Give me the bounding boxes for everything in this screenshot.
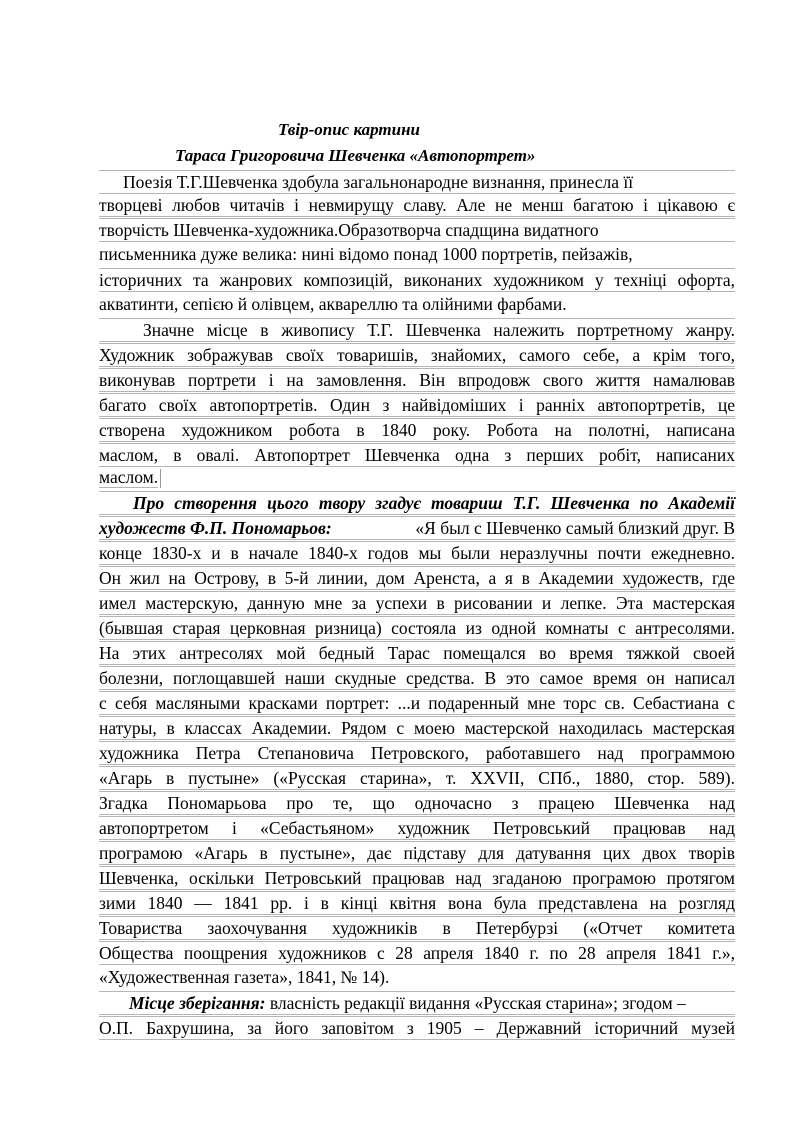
paragraph-4-line: О.П. Бахрушина, за його заповітом з 1905 – Державний історичний музей: [99, 1018, 735, 1038]
paragraph-2-line: маслом, в овалі. Автопортрет Шевченка одна з перших робіт, написаних: [99, 445, 735, 465]
paragraph-3-line: художеств Ф.П. Пономарьов: «Я был с Шевченко самый близкий друг. В: [99, 518, 735, 538]
paragraph-3-line: Про створення цього твору згадує товариш Т.Г. Шевченка по Академії: [99, 491, 735, 515]
paragraph-2-line: багато своїх автопортретів. Один з найвідоміших і ранніх автопортретів, це: [99, 395, 735, 415]
paragraph-3-line: Общества поощрения художников с 28 апреля 1840 г. по 28 апреля 1841 г.»,: [99, 943, 735, 963]
paragraph-2-line: Художник зображував своїх товаришів, знайомих, самого себе, а крім того,: [99, 345, 735, 365]
paragraph-3-line: Товариства заохочування художників в Петербурзі («Отчет комитета: [99, 918, 735, 938]
paragraph-2-line: створена художником робота в 1840 року. Робота на полотні, написана: [99, 420, 735, 440]
text-cursor: [160, 469, 161, 488]
paragraph-3-line: «Агарь в пустыне» («Русская старина», т. XXVII, СПб., 1880, стор. 589).: [99, 768, 735, 788]
paragraph-3-line: Згадка Пономарьова про те, що одночасно з працею Шевченка над: [99, 793, 735, 813]
paragraph-3-line: конце 1830-х и в начале 1840-х годов мы были неразлучны почти ежедневно.: [99, 543, 735, 563]
paragraph-1-line: творцеві любов читачів і невмирущу славу. Але не менш багатою і цікавою є: [99, 195, 735, 215]
paragraph-2-line: маслом.: [99, 466, 735, 488]
paragraph-1-line: акватинти, сепією й олівцем, аквареллю та олійними фарбами.: [99, 294, 567, 314]
paragraph-2-line: виконував портрети і на замовлення. Він впродовж свого життя намалював: [99, 370, 735, 390]
paragraph-1-line: творчість Шевченка-художника.Образотворча спадщина видатного: [99, 218, 735, 242]
paragraph-3-line: с себя масляными красками портрет: ...и подаренный мне торс св. Себастиана с: [99, 693, 735, 713]
paragraph-1-line: історичних та жанрових композицій, виконаних художником у техніці офорта,: [99, 270, 735, 290]
paragraph-3-line: болезни, поглощавшей наши скудные средства. В это самое время он написал: [99, 668, 735, 688]
paragraph-3-line: На этих антресолях мой бедный Тарас помещался во время тяжкой своей: [99, 643, 735, 663]
paragraph-3-line: имел мастерскую, данную мне за успехи в рисовании и лепке. Эта мастерская: [99, 593, 735, 613]
paragraph-3-line: художника Петра Степановича Петровского, работавшего над программою: [99, 743, 735, 763]
document-title: Твір-опис картини: [278, 120, 420, 139]
document-subtitle: Тараса Григоровича Шевченка «Автопортрет»: [175, 146, 536, 165]
paragraph-3-line: (бывшая старая церковная ризница) состояла из одной комнаты с антресолями.: [99, 618, 735, 638]
paragraph-3-line: натуры, в классах Академии. Рядом с моею мастерской находилась мастерская: [99, 718, 735, 738]
paragraph-1-line: письменника дуже велика: нині відомо понад 1000 портретів, пейзажів,: [99, 244, 633, 264]
paragraph-3-line: Он жил на Острову, в 5-й линии, дом Аренста, а я в Академии художеств, где: [99, 568, 735, 588]
paragraph-2-line: Значне місце в живопису Т.Г. Шевченка належить портретному жанру.: [99, 318, 735, 342]
paragraph-4-line: Місце зберігання: власність редакції видання «Русская старина»; згодом –: [99, 991, 735, 1015]
paragraph-3-line: зими 1840 — 1841 рр. і в кінці квітня вона була представлена на розгляд: [99, 893, 735, 913]
paragraph-1-line: Поезія Т.Г.Шевченка здобула загальнонародне визнання, принесла її: [99, 170, 735, 194]
paragraph-3-line: «Художественная газета», 1841, № 14).: [99, 967, 390, 987]
paragraph-3-line: автопортретом і «Себастьяном» художник Петровський працював над: [99, 818, 735, 838]
paragraph-3-line: програмою «Агарь в пустыне», дає підставу для датування цих двох творів: [99, 843, 735, 863]
paragraph-3-line: Шевченка, оскільки Петровський працював над згаданою програмою протягом: [99, 868, 735, 888]
